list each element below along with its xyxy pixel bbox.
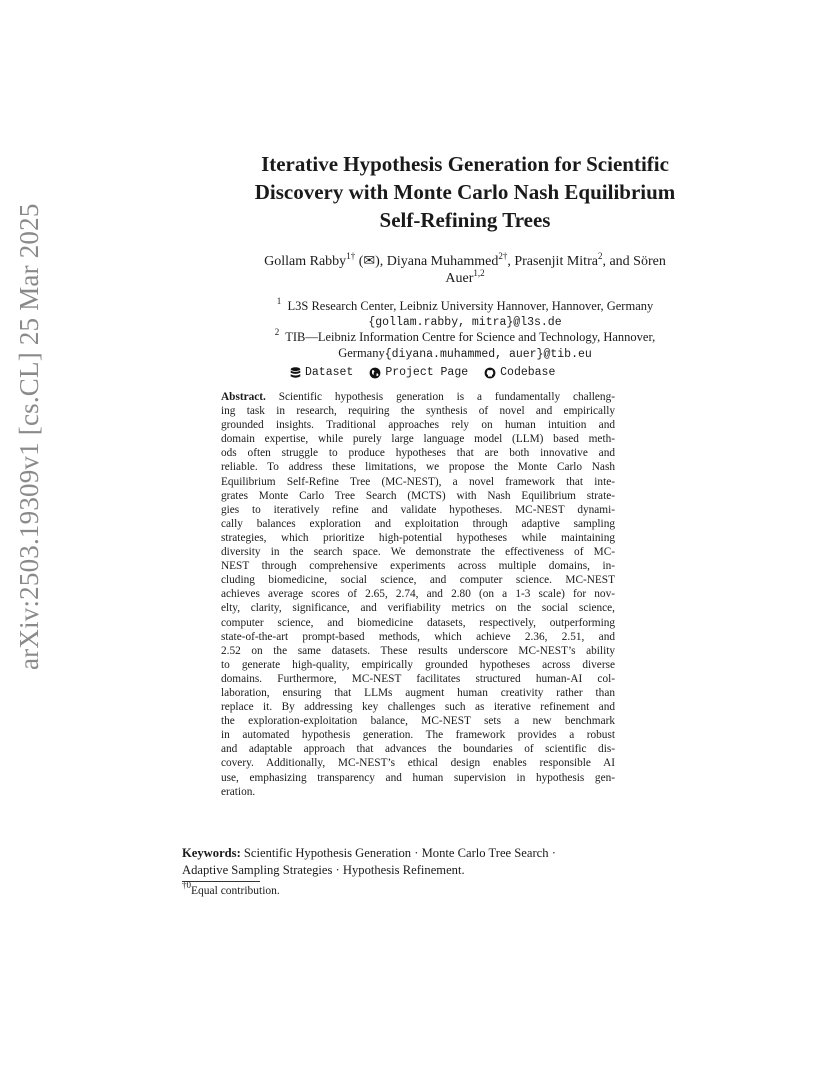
abstract-heading: Abstract. xyxy=(221,391,266,403)
abstract-line: achieves average scores of 2.65, 2.74, and 2.80 (on a 1-3 scale) for nov- xyxy=(221,588,615,601)
abstract-line: grounded insights. Traditional approaches rely on human intuition and xyxy=(221,419,615,432)
abstract-line: reliable. To address these limitations, we propose the Monte Carlo Nash xyxy=(221,461,615,474)
keywords-text: Adaptive Sampling Strategies · Hypothesis Refinement. xyxy=(182,863,465,877)
abstract-line: 2.52 on the same datasets. These results underscore MC-NEST’s ability xyxy=(221,644,615,657)
link-label: Dataset xyxy=(305,366,354,379)
footnote-rule xyxy=(182,881,260,882)
footnote xyxy=(182,880,280,899)
abstract-line: computer science, and biomedicine datasets, respectively, outperforming xyxy=(221,616,615,629)
resource-links xyxy=(290,366,555,379)
author-separator: , Prasenjit Mitra xyxy=(507,254,598,269)
codebase-link[interactable] xyxy=(484,366,555,379)
footnote-text: Equal contribution. xyxy=(191,885,280,897)
affiliation-number: 2 xyxy=(274,327,280,337)
abstract-line: diversity in the search space. We demonstrate the effectiveness of MC- xyxy=(221,546,615,559)
abstract-line: laboration, ensuring that LLMs augment human creativity rather than xyxy=(221,686,615,699)
abstract-line: cally balances exploration and exploitation through adaptive sampling xyxy=(221,517,615,530)
paper-title xyxy=(150,150,780,234)
abstract xyxy=(221,390,615,799)
keywords xyxy=(182,845,620,879)
keywords-heading: Keywords: xyxy=(182,846,241,860)
link-label: Codebase xyxy=(500,366,556,379)
abstract-line: grates Monte Carlo Tree Search (MCTS) with Nash Equilibrium strate- xyxy=(221,489,615,502)
abstract-line: domain expertise, while purely large language model (LLM) based meth- xyxy=(221,433,615,446)
abstract-line: state-of-the-art prompt-based methods, which achieve 2.36, 2.51, and xyxy=(221,630,615,643)
author-separator: , and Sören xyxy=(602,254,666,269)
author-name: Gollam Rabby xyxy=(264,254,347,269)
mail-icon[interactable]: (✉) xyxy=(358,254,380,269)
affiliation-text: TIB—Leibniz Information Centre for Science and Technology, Hannover, xyxy=(285,330,656,344)
abstract-line: ods often struggle to produce hypotheses that are both innovative and xyxy=(221,447,615,460)
title-line: Self-Refining Trees xyxy=(379,208,551,232)
abstract-line: ing task in research, requiring the synthesis of novel and empirically xyxy=(221,405,615,418)
author-affiliation-mark: 1† xyxy=(346,251,356,261)
keywords-text: Scientific Hypothesis Generation · Monte Carlo Tree Search · xyxy=(240,846,556,860)
dataset-link[interactable] xyxy=(290,366,353,379)
title-line: Discovery with Monte Carlo Nash Equilibrium xyxy=(254,180,676,204)
abstract-line: in automated hypothesis generation. The framework provides a robust xyxy=(221,729,615,742)
abstract-line: domains. Furthermore, MC-NEST facilitates structured human-AI col- xyxy=(221,672,615,685)
abstract-line: covery. Additionally, MC-NEST’s ethical design enables responsible AI xyxy=(221,757,615,770)
project-page-link[interactable] xyxy=(369,366,468,379)
affiliation-text: L3S Research Center, Leibniz University Hannover, Hannover, Germany xyxy=(287,299,654,313)
author-affiliation-mark: 2 xyxy=(597,251,603,261)
affiliation-email[interactable]: {gollam.rabby, mitra}@l3s.de xyxy=(368,315,562,329)
affiliations xyxy=(180,296,750,362)
abstract-line: to generate high-quality, empirically grounded hypotheses across diverse xyxy=(221,658,615,671)
abstract-line: NEST through comprehensive experiments across multiple domains, in- xyxy=(221,560,615,573)
affiliation-number: 1 xyxy=(276,296,282,306)
arxiv-identifier: arXiv:2503.19309v1 [cs.CL] 25 Mar 2025 xyxy=(14,203,44,670)
abstract-line: strategies, which prioritize high-potential hypotheses while maintaining xyxy=(221,531,615,544)
globe-icon xyxy=(369,367,381,379)
github-icon xyxy=(484,367,496,379)
abstract-line: Equilibrium Self-Refine Tree (MC-NEST), a novel framework that inte- xyxy=(221,475,615,488)
affiliation-email[interactable]: {diyana.muhammed, auer}@tib.eu xyxy=(384,347,592,361)
abstract-line: eration. xyxy=(221,785,256,798)
abstract-line: replace it. By addressing key challenges such as iterative refinement and xyxy=(221,701,615,714)
abstract-line: and adaptable approach that advances the boundaries of scientific dis- xyxy=(221,743,615,756)
author-name: Auer xyxy=(445,271,474,286)
abstract-line: the exploration-exploitation balance, MC-NEST sets a new benchmark xyxy=(221,715,615,728)
author-separator: , Diyana Muhammed xyxy=(379,254,499,269)
abstract-line: cluding biomedicine, social science, and computer science. MC-NEST xyxy=(221,574,615,587)
author-list xyxy=(150,253,780,287)
abstract-line: Scientific hypothesis generation is a fundamentally challeng- xyxy=(265,391,615,403)
abstract-line: gies to iteratively refine and validate hypotheses. MC-NEST dynami- xyxy=(221,503,615,516)
abstract-line: elty, clarity, significance, and verifiability metrics on the social science, xyxy=(221,602,615,615)
database-icon xyxy=(290,367,301,379)
abstract-line: use, emphasizing transparency and human supervision in hypothesis gen- xyxy=(221,771,615,784)
affiliation-text: Germany xyxy=(338,345,385,360)
footnote-mark: †0 xyxy=(182,880,191,890)
title-line: Iterative Hypothesis Generation for Scientific xyxy=(261,152,669,176)
author-affiliation-mark: 2† xyxy=(498,251,508,261)
author-affiliation-mark: 1,2 xyxy=(473,268,485,278)
link-label: Project Page xyxy=(385,366,469,379)
